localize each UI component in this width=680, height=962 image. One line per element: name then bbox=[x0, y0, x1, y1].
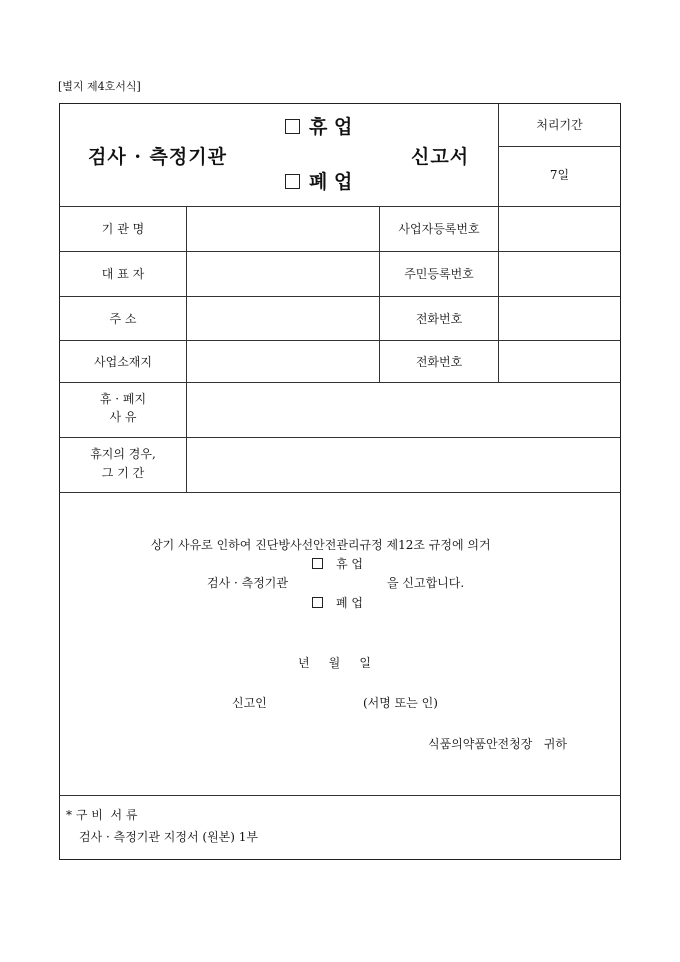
label-period-line2: 그 기 간 bbox=[101, 466, 145, 480]
row-line bbox=[498, 146, 620, 147]
label-reason-line1: 휴 · 폐지 bbox=[99, 392, 147, 406]
form-label: [별지 제4호서식] bbox=[58, 80, 141, 93]
applicant-label: 신고인 bbox=[232, 696, 267, 710]
title-right: 신고서 bbox=[411, 146, 470, 168]
declaration-subject: 검사 · 측정기관 bbox=[207, 576, 288, 590]
declaration-sentence: 상기 사유로 인하여 진단방사선안전관리규정 제12조 규정에 의거 bbox=[151, 538, 491, 552]
checkbox-closure[interactable] bbox=[285, 174, 300, 189]
processing-label: 처리기간 bbox=[536, 118, 583, 132]
row-line bbox=[60, 795, 620, 796]
reason-field[interactable] bbox=[187, 383, 620, 436]
phone-1-field[interactable] bbox=[499, 297, 620, 339]
declaration-checkbox-closure[interactable] bbox=[312, 597, 323, 608]
representative-field[interactable] bbox=[187, 252, 378, 295]
resident-reg-no-field[interactable] bbox=[499, 252, 620, 295]
recipient: 식품의약품안전청장 귀하 bbox=[428, 737, 567, 751]
title-option-closure: 폐 업 bbox=[309, 171, 353, 193]
business-reg-no-field[interactable] bbox=[499, 207, 620, 250]
declaration-date: 년 월 일 bbox=[298, 656, 371, 670]
label-resident-reg-no: 주민등록번호 bbox=[404, 267, 474, 281]
declaration-option-closure: 폐 업 bbox=[336, 596, 363, 610]
label-phone-2: 전화번호 bbox=[415, 355, 463, 369]
label-representative: 대 표 자 bbox=[101, 267, 145, 281]
business-location-field[interactable] bbox=[187, 341, 378, 381]
label-business-location: 사업소재지 bbox=[94, 355, 152, 369]
attachments-item: 검사 · 측정기관 지정서 (원본) 1부 bbox=[79, 830, 258, 844]
org-name-field[interactable] bbox=[187, 207, 378, 250]
declaration-action: 을 신고합니다. bbox=[387, 576, 465, 590]
declaration-checkbox-suspend[interactable] bbox=[312, 558, 323, 569]
period-field[interactable] bbox=[187, 438, 620, 491]
attachments-header: * 구 비 서 류 bbox=[66, 808, 138, 822]
signature-label: (서명 또는 인) bbox=[363, 696, 438, 710]
checkbox-suspend[interactable] bbox=[285, 119, 300, 134]
title-left: 검사 · 측정기관 bbox=[88, 146, 227, 168]
phone-2-field[interactable] bbox=[499, 341, 620, 381]
declaration-option-suspend: 휴 업 bbox=[336, 557, 363, 571]
label-phone-1: 전화번호 bbox=[415, 312, 463, 326]
label-org-name: 기 관 명 bbox=[101, 222, 145, 236]
title-option-suspend: 휴 업 bbox=[309, 116, 353, 138]
label-reason-line2: 사 유 bbox=[109, 410, 137, 424]
label-address: 주 소 bbox=[109, 312, 137, 326]
label-business-reg-no: 사업자등록번호 bbox=[398, 222, 480, 236]
processing-value: 7일 bbox=[549, 168, 570, 182]
label-period-line1: 휴지의 경우, bbox=[90, 447, 156, 461]
address-field[interactable] bbox=[187, 297, 378, 339]
row-line bbox=[60, 492, 620, 493]
